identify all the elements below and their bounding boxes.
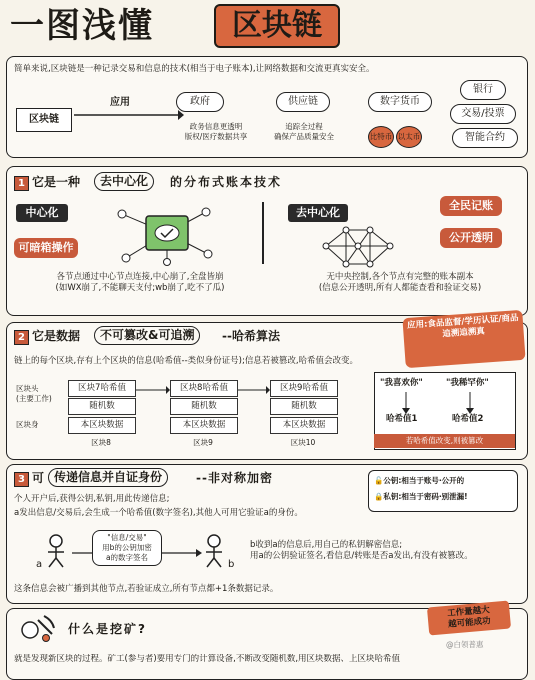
intro-text: 简单来说,区块链是一种记录交易和信息的技术(相当于电子账本),让网络数据和交流更真实安全。 [14, 64, 375, 74]
person-a-icon [44, 534, 68, 568]
centralized-desc: 各节点通过中心节点连接,中心崩了,全盘皆崩 (如WX崩了,不能聊天支付;wb崩了,吃不了瓜) [55, 272, 225, 293]
section2-title-b: 不可篡改&可追溯 [94, 326, 200, 345]
block10-prev: 区块9哈希值 [270, 380, 338, 397]
title-part2: 区块链 [214, 4, 340, 48]
decentralized-transparent: 公开透明 [440, 228, 502, 248]
block10-data: 本区块数据 [270, 417, 338, 434]
centralized-warning: 可暗箱操作 [14, 238, 78, 258]
section2-desc: 链上的每个区块,存有上个区块的信息(哈希值--类似身份证号);信息若被篡改,哈希值会改变。 [14, 356, 359, 366]
block8-prev: 区块7哈希值 [68, 380, 136, 397]
person-b-icon [202, 534, 226, 568]
coin-eth: 以太币 [396, 126, 422, 148]
app-contract: 智能合约 [452, 128, 518, 148]
block9-data: 本区块数据 [170, 417, 238, 434]
block9-name: 区块9 [193, 438, 213, 447]
section3-desc1: 个人开户后,获得公钥,私钥,用此传递信息; [14, 494, 170, 504]
centralized-diagram [112, 200, 222, 266]
app-bank: 银行 [460, 80, 506, 100]
block8-data: 本区块数据 [68, 417, 136, 434]
section2-side-note: 应用:食品监督/学历认证/商品追溯追溯真 [402, 310, 525, 368]
block9-prev: 区块8哈希值 [170, 380, 238, 397]
person-b-desc: b收到a的信息后,用自己的私钥解密信息; 用a的公钥验证签名,看信息/转账是否a发出,有没有被篡改。 [250, 540, 473, 561]
public-key: 🔓公钥:相当于账号·公开的 [374, 476, 465, 485]
section4-title: 什么是挖矿? [68, 622, 147, 636]
coin-btc: 比特币 [368, 126, 394, 148]
section1-title-a: 它是一种 [32, 175, 81, 189]
section2-title-a: 它是数据 [32, 329, 81, 343]
gov-desc: 政务信息更透明 版权/医疗数据共享 [184, 122, 248, 141]
section1-number: 1 [14, 176, 29, 191]
section2-title-c: --哈希算法 [222, 329, 280, 343]
apply-arrow-icon [74, 108, 184, 122]
hash-b-quote: "我稀罕你" [446, 378, 489, 388]
row-body-label: 区块身 [16, 420, 39, 429]
section1-divider [262, 202, 264, 264]
app-supply: 供应链 [276, 92, 330, 112]
supply-desc: 追踪全过程 确保产品质量安全 [274, 122, 334, 141]
person-a-label: a [36, 559, 43, 570]
section4-desc: 就是发现新区块的过程。矿工(参与者)要用专门的计算设备,不断改变随机数,用区块数据、上区块哈希值 [14, 654, 401, 664]
section3-title-b: 传递信息并自证身份 [48, 468, 168, 487]
decentralized-network-icon [318, 224, 398, 270]
section2-number: 2 [14, 330, 29, 345]
section3-footer: 这条信息会被广播到其他节点,若验证成立,所有节点都+1条数据记录。 [14, 584, 279, 594]
hash-a: 哈希值1 [386, 414, 418, 424]
watermark: @白领普惠 [446, 640, 484, 649]
person-b-label: b [228, 559, 235, 570]
centralized-tag: 中心化 [16, 204, 68, 222]
block-chain-label: 区块链 [16, 108, 72, 132]
app-vote: 交易/投票 [450, 104, 516, 124]
title-part1: 一图浅懂 [10, 6, 154, 46]
miner-icon [16, 612, 56, 642]
hash-note: 若哈希值改变,则被篡改 [374, 434, 515, 448]
apply-label: 应用 [110, 97, 130, 108]
app-crypto: 数字货币 [368, 92, 432, 112]
section1-title-c: 的分布式账本技术 [170, 175, 283, 189]
decentralized-desc: 无中央控制,各个节点有完整的账本副本 (信息公开透明,所有人都能查看和验证交易) [318, 272, 482, 293]
section4-red: 工作量越大 越可能成功 [427, 600, 511, 635]
block8-name: 区块8 [91, 438, 111, 447]
block9-rand: 随机数 [170, 398, 238, 415]
section3-title-c: --非对称加密 [196, 471, 273, 485]
private-key: 🔒私钥:相当于密码·别泄漏! [374, 492, 468, 501]
decentralized-tag: 去中心化 [288, 204, 348, 222]
block8-rand: 随机数 [68, 398, 136, 415]
app-gov: 政府 [176, 92, 224, 112]
block10-rand: 随机数 [270, 398, 338, 415]
hash-down-arrows [400, 392, 480, 414]
row-head-label: 区块头 (主要工作) [16, 384, 52, 403]
hash-a-quote: "我喜欢你" [380, 378, 423, 388]
block10-name: 区块10 [290, 438, 316, 447]
section3-title-a: 可 [32, 471, 45, 485]
block-chain-arrows [134, 380, 274, 400]
section1-title-b: 去中心化 [94, 172, 154, 191]
section3-number: 3 [14, 472, 29, 487]
hash-b: 哈希值2 [452, 414, 484, 424]
section3-desc2: a发出信息/交易后,会生成一个哈希值(数字签名),其他人可用它验证a的身份。 [14, 508, 303, 518]
message-box: "信息/交易" 用b的公钥加密 a的数字签名 [92, 530, 162, 566]
decentralized-bookkeeping: 全民记账 [440, 196, 502, 216]
